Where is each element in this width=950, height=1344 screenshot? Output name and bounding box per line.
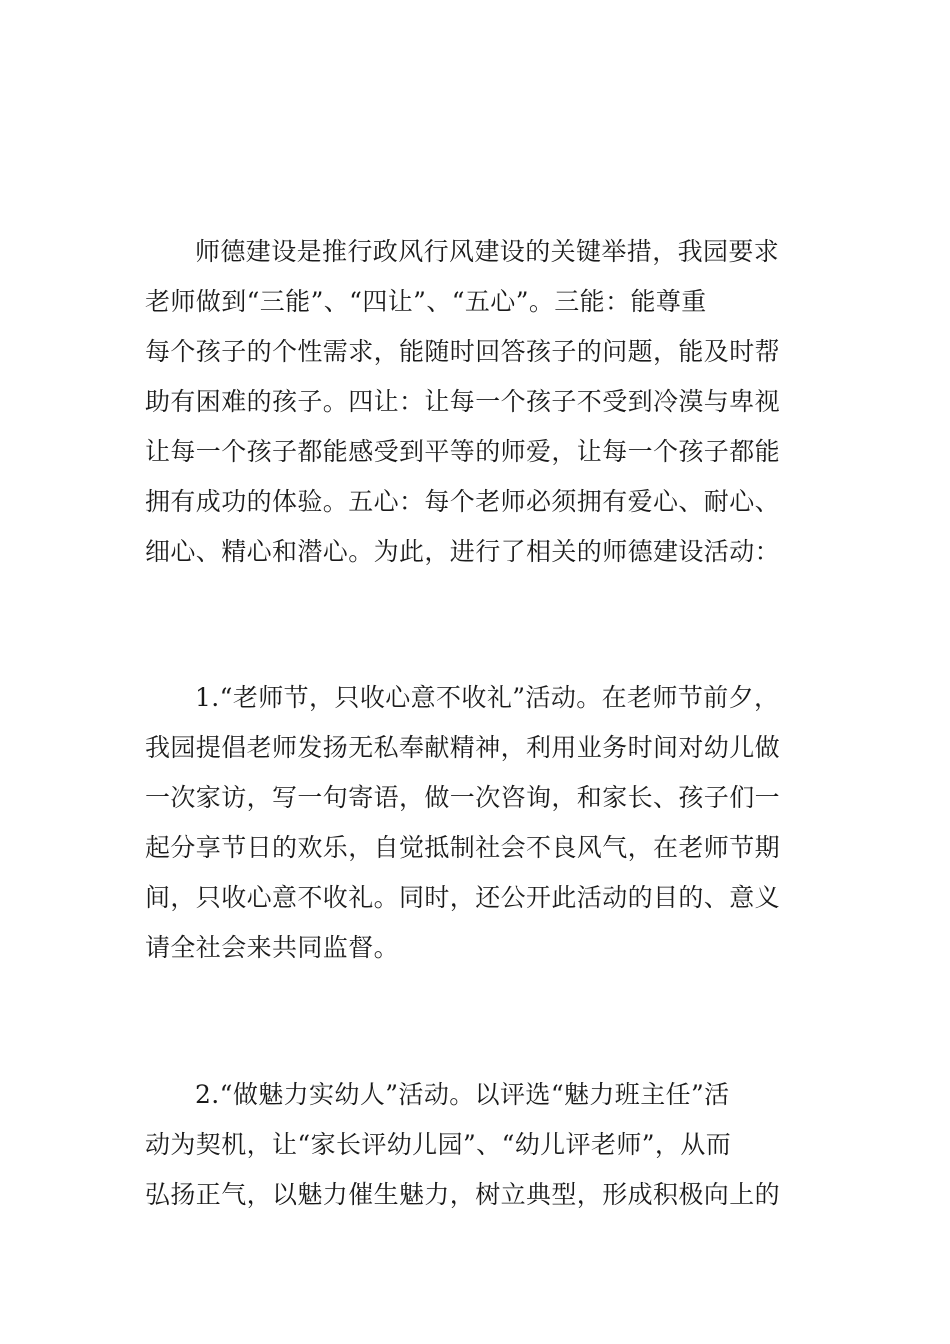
- paragraph-line: 助有困难的孩子。四让：让每一个孩子不受到冷漠与卑视: [145, 387, 781, 416]
- paragraph-line: 细心、精心和潜心。为此，进行了相关的师德建设活动：: [145, 537, 781, 566]
- paragraph-line: 师德建设是推行政风行风建设的关键举措，我园要求: [195, 237, 780, 266]
- paragraph-line: 拥有成功的体验。五心：每个老师必须拥有爱心、耐心、: [145, 487, 781, 516]
- paragraph-line: 请全社会来共同监督。: [145, 933, 400, 962]
- paragraph-line: 弘扬正气，以魅力催生魅力，树立典型，形成积极向上的: [145, 1180, 781, 1209]
- paragraph-line: 一次家访，写一句寄语，做一次咨询，和家长、孩子们一: [145, 783, 781, 812]
- paragraph-line: 我园提倡老师发扬无私奉献精神，利用业务时间对幼儿做: [145, 733, 781, 762]
- paragraph-line: 动为契机，让“家长评幼儿园”、“幼儿评老师”，从而: [145, 1130, 732, 1159]
- paragraph-line: 让每一个孩子都能感受到平等的师爱，让每一个孩子都能: [145, 437, 781, 466]
- paragraph-line: 老师做到“三能”、“四让”、“五心”。三能：能尊重: [145, 287, 707, 316]
- paragraph-line: 2.“做魅力实幼人”活动。以评选“魅力班主任”活: [195, 1080, 730, 1109]
- paragraph-line: 1.“老师节，只收心意不收礼”活动。在老师节前夕，: [195, 683, 780, 712]
- paragraph-line: 间，只收心意不收礼。同时，还公开此活动的目的、意义: [145, 883, 781, 912]
- paragraph-line: 起分享节日的欢乐，自觉抵制社会不良风气，在老师节期: [145, 833, 781, 862]
- paragraph-line: 每个孩子的个性需求，能随时回答孩子的问题，能及时帮: [145, 337, 781, 366]
